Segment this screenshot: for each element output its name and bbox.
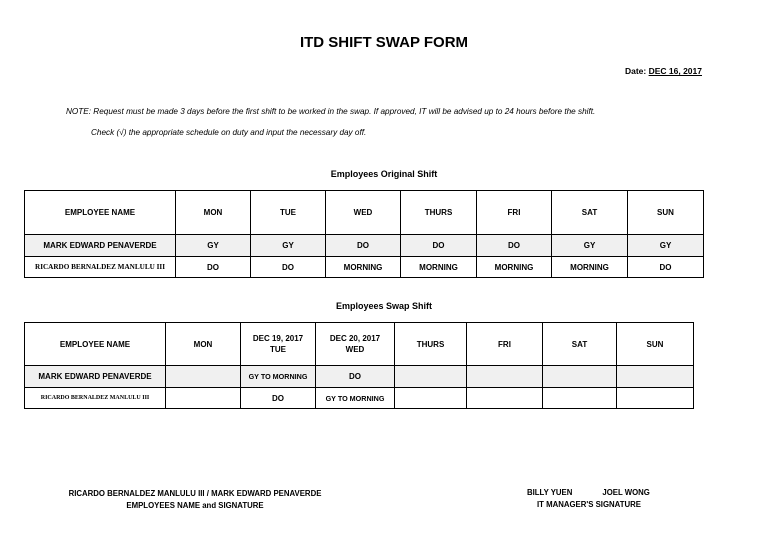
shift-cell: GY [552,235,628,257]
swap-shift-title: Employees Swap Shift [335,301,433,311]
employees-names: RICARDO BERNALDEZ MANLULU III / MARK EDWARD PENAVERDE [68,489,322,498]
table-row [25,388,694,409]
shift-cell [617,366,694,388]
manager-names [527,488,650,497]
shift-cell [617,388,694,409]
swap-header-cell: DEC 20, 2017 WED [316,323,395,366]
shift-cell [467,366,543,388]
table-row [25,235,704,257]
original-shift-table [24,190,704,278]
shift-cell: DO [326,235,401,257]
form-date [560,66,702,76]
swap-shift-table [24,322,694,409]
original-header-cell: FRI [477,191,552,235]
employees-signature-label: EMPLOYEES NAME and SIGNATURE [126,501,264,510]
shift-cell: GY [176,235,251,257]
shift-cell [543,366,617,388]
shift-cell [395,366,467,388]
shift-cell: MORNING [552,257,628,278]
original-header-cell: SAT [552,191,628,235]
original-header-cell: WED [326,191,401,235]
original-header-cell: THURS [401,191,477,235]
date-value: DEC 16, 2017 [648,66,702,76]
employee-signature-block [65,488,325,512]
swap-header-cell: DEC 19, 2017 TUE [241,323,316,366]
employee-name-cell: MARK EDWARD PENAVERDE [25,366,166,388]
shift-cell: DO [251,257,326,278]
swap-header-cell: EMPLOYEE NAME [25,323,166,366]
shift-cell: DO [316,366,395,388]
check-instruction: Check (√) the appropriate schedule on duty and input the necessary day off. [91,128,367,137]
swap-header-cell: THURS [395,323,467,366]
swap-header-cell: SUN [617,323,694,366]
shift-cell: MORNING [326,257,401,278]
shift-cell [166,388,241,409]
shift-cell: MORNING [477,257,552,278]
shift-cell [395,388,467,409]
original-header-row [25,191,704,235]
shift-cell [543,388,617,409]
swap-header-cell: FRI [467,323,543,366]
swap-header-row [25,323,694,366]
manager-signature-label: IT MANAGER'S SIGNATURE [537,500,641,509]
shift-cell: DO [176,257,251,278]
shift-cell: DO [477,235,552,257]
swap-header-cell: MON [166,323,241,366]
swap-header-cell: SAT [543,323,617,366]
shift-cell: DO [628,257,704,278]
manager-name-2: JOEL WONG [602,488,650,497]
form-title: ITD SHIFT SWAP FORM [299,34,469,51]
original-header-cell: MON [176,191,251,235]
employee-name-cell: MARK EDWARD PENAVERDE [25,235,176,257]
shift-cell [467,388,543,409]
shift-cell: MORNING [401,257,477,278]
form-note: NOTE: Request must be made 3 days before the first shift to be worked in the swap. If approved, IT will be advised up to 24 hours before the shift. [66,107,596,116]
original-header-cell: TUE [251,191,326,235]
original-header-cell: EMPLOYEE NAME [25,191,176,235]
shift-cell: DO [241,388,316,409]
shift-cell: GY TO MORNING [241,366,316,388]
date-label: Date: [624,66,647,76]
manager-name-1: BILLY YUEN [527,488,573,497]
shift-cell: DO [401,235,477,257]
original-header-cell: SUN [628,191,704,235]
employee-name-cell: RICARDO BERNALDEZ MANLULU III [25,388,166,409]
shift-cell: GY [251,235,326,257]
table-row [25,257,704,278]
shift-cell: GY [628,235,704,257]
table-row [25,366,694,388]
employee-name-cell: RICARDO BERNALDEZ MANLULU III [25,257,176,278]
shift-cell: GY TO MORNING [316,388,395,409]
original-shift-title: Employees Original Shift [330,169,438,179]
shift-cell [166,366,241,388]
